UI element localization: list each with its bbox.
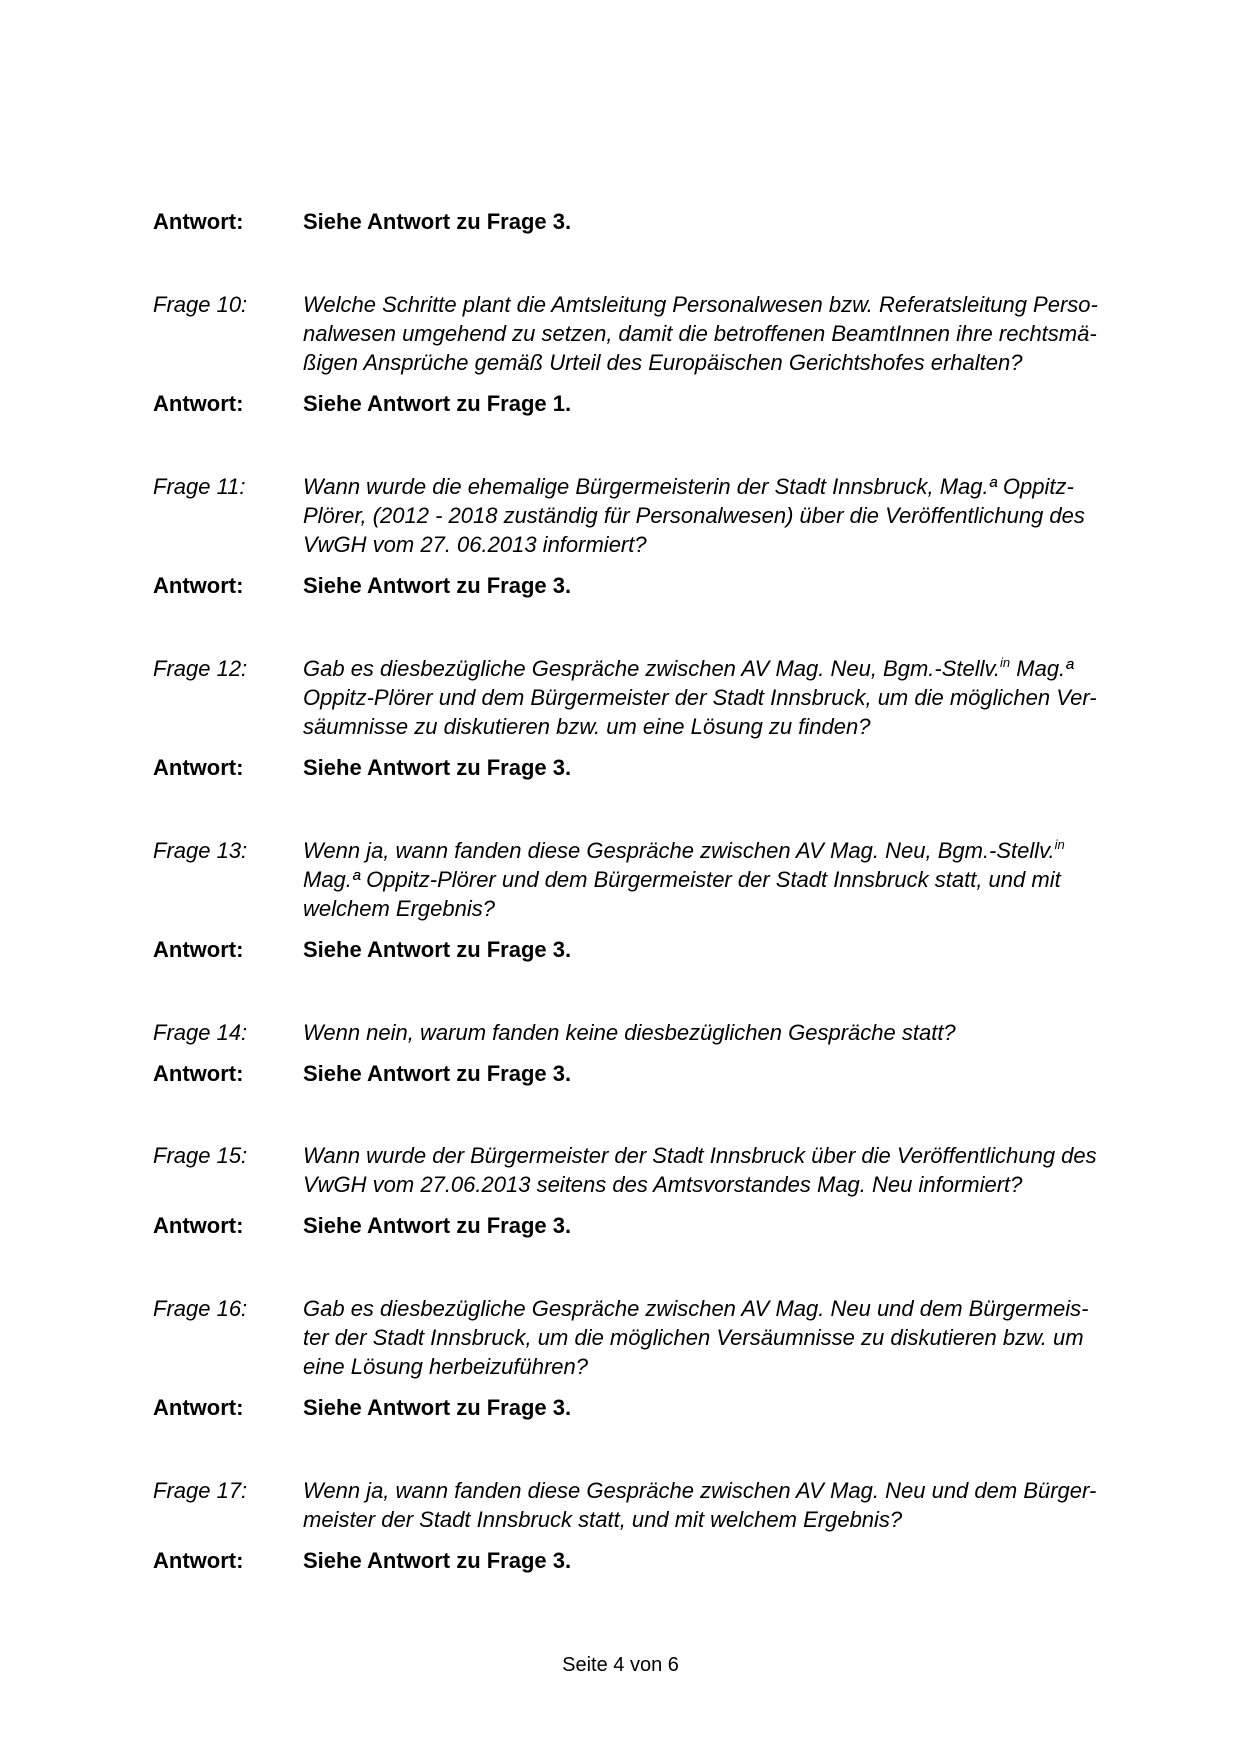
answer-text: Siehe Antwort zu Frage 3. [303,1548,572,1573]
question-line: Gab es diesbezügliche Gespräche zwischen AV Mag. Neu und dem Bürgermeis- [303,1296,1089,1321]
question-label: Frage 12: [153,656,248,681]
question-line: VwGH vom 27. 06.2013 informiert? [303,532,647,557]
answer-text: Siehe Antwort zu Frage 3. [303,573,572,598]
question-line: nalwesen umgehend zu setzen, damit die betroffenen BeamtInnen ihre rechtsmä- [303,321,1097,346]
answer-text: Siehe Antwort zu Frage 3. [303,1395,572,1420]
question-row [153,1141,1133,1199]
question-text [303,472,1133,559]
question-label: Frage 16: [153,1296,248,1321]
question-row [153,1018,1133,1047]
answer-row [153,1059,1133,1088]
question-label: Frage 11: [153,474,246,499]
answer-text: Siehe Antwort zu Frage 3. [303,1061,572,1086]
question-line: säumnisse zu diskutieren bzw. um eine Lösung zu finden? [303,714,871,739]
question-line: Wann wurde der Bürgermeister der Stadt Innsbruck über die Veröffentlichung des [303,1143,1097,1168]
question-line: VwGH vom 27.06.2013 seitens des Amtsvorstandes Mag. Neu informiert? [303,1172,1023,1197]
answer-row [153,1211,1133,1240]
question-line: Gab es diesbezügliche Gespräche zwischen AV Mag. Neu, Bgm.-Stellv.$^{in}$ Mag.ª [303,655,1074,681]
answer-label: Antwort: [153,573,244,598]
question-line: Welche Schritte plant die Amtsleitung Personalwesen bzw. Referatsleitung Perso- [303,292,1098,317]
answer-label: Antwort: [153,1213,244,1238]
answer-text: Siehe Antwort zu Frage 3. [303,209,572,234]
answer-row [153,1393,1133,1422]
question-line: meister der Stadt Innsbruck statt, und mit welchem Ergebnis? [303,1507,903,1532]
question-label: Frage 15: [153,1143,248,1168]
page-number: Seite 4 von 6 [562,1654,679,1676]
answer-label: Antwort: [153,1395,244,1420]
question-line: Plörer, (2012 - 2018 zuständig für Personalwesen) über die Veröffentlichung des [303,503,1085,528]
answer-label: Antwort: [153,937,244,962]
question-line: welchem Ergebnis? [303,896,495,921]
question-text [303,836,1133,923]
question-line: ßigen Ansprüche gemäß Urteil des Europäischen Gerichtshofes erhalten? [303,350,1023,375]
question-label: Frage 14: [153,1020,248,1045]
question-text [303,654,1133,741]
answer-label: Antwort: [153,1548,244,1573]
answer-label: Antwort: [153,391,244,416]
answer-label: Antwort: [153,209,244,234]
question-line: Oppitz-Plörer und dem Bürgermeister der Stadt Innsbruck, um die möglichen Ver- [303,685,1097,710]
answer-label: Antwort: [153,1061,244,1086]
answer-text: Siehe Antwort zu Frage 1. [303,391,572,416]
question-row [153,1476,1133,1534]
answer-row [153,389,1133,418]
answer-row [153,207,1133,236]
question-row [153,1294,1133,1381]
superscript-in: in [1000,655,1011,670]
answer-text: Siehe Antwort zu Frage 3. [303,755,572,780]
question-row [153,290,1133,377]
question-text [303,1476,1133,1534]
question-line: Mag.ª Oppitz-Plörer und dem Bürgermeister der Stadt Innsbruck statt, und mit [303,867,1061,892]
question-label: Frage 10: [153,292,248,317]
question-text [303,1018,1133,1047]
answer-row [153,1546,1133,1575]
question-text [303,290,1133,377]
question-line: Wenn ja, wann fanden diese Gespräche zwischen AV Mag. Neu, Bgm.-Stellv.$^{in}$ [303,837,1065,863]
question-row [153,654,1133,741]
question-row [153,836,1133,923]
answer-row [153,753,1133,782]
question-line: Wenn nein, warum fanden keine diesbezüglichen Gespräche statt? [303,1020,956,1045]
question-line: eine Lösung herbeizuführen? [303,1354,589,1379]
question-line: ter der Stadt Innsbruck, um die möglichen Versäumnisse zu diskutieren bzw. um [303,1325,1084,1350]
question-label: Frage 13: [153,838,248,863]
question-text [303,1294,1133,1381]
question-line: Wann wurde die ehemalige Bürgermeisterin der Stadt Innsbruck, Mag.ª Oppitz- [303,474,1074,499]
answer-row [153,935,1133,964]
question-text [303,1141,1133,1199]
question-label: Frage 17: [153,1478,248,1503]
answer-text: Siehe Antwort zu Frage 3. [303,937,572,962]
question-row [153,472,1133,559]
answer-row [153,571,1133,600]
superscript-in: in [1054,837,1065,852]
question-line: Wenn ja, wann fanden diese Gespräche zwischen AV Mag. Neu und dem Bürger- [303,1478,1097,1503]
answer-text: Siehe Antwort zu Frage 3. [303,1213,572,1238]
answer-label: Antwort: [153,755,244,780]
